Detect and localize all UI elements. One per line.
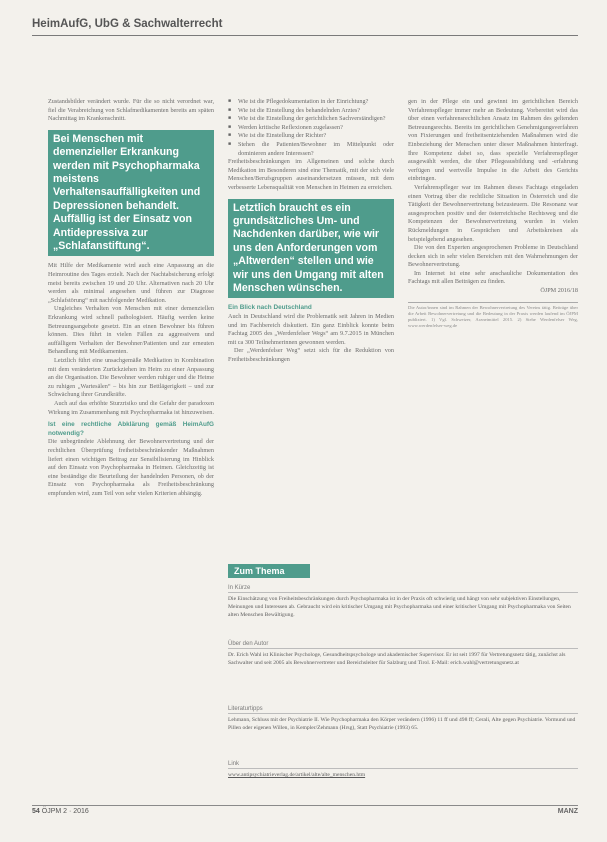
header-title: HeimAufG, UbG & Sachwalterrecht (32, 18, 223, 30)
page-footer (32, 805, 578, 815)
signature: ÖJPM 2016/18 (540, 287, 578, 295)
box-label: Link (228, 760, 578, 769)
paragraph: Die von den Experten angesprochenen Probleme in Deutschland decken sich in sehr vielen Bereichen mit den Wahrnehmungen der Bewohnervertretung. (408, 244, 578, 269)
paragraph: Mit Hilfe der Medikamente wird auch eine Anpassung an die Heimroutine des Tages erzielt. Nach der Nachtabsicherung erfolgt meist bereits zwischen 19 und 20 Uhr. Alternativen nach 20 Uhr werden als minimal angesehen und führen zur Diagnose „Schlafstörung“ mit nachfolgender Medikation. (48, 262, 214, 304)
pull-quote: Letztlich braucht es ein grundsätzliches Um- und Nachdenken darüber, wie wir uns den Anforderungen vom „Altwerden“ stellen und wie wir uns den Umgang mit alten Menschen wünschen. (228, 199, 394, 299)
bullet-item: ■ Wie ist die Einstellung der Richter? (228, 132, 394, 141)
paragraph: Auch auf das erhöhte Sturzrisiko und die Gefahr der paradoxen Wirkung im Zusammenhang mit Psychopharmaka ist hinzuweisen. (48, 399, 214, 416)
paragraph: Verfahrenspfleger war im Rahmen dieses Fachtags eingeladen einen Vortrag über die rechtliche Situation in Österreich und die Tätigkeit der Bewohnervertretung beizusteuern. Die Resonanz war ausgesprochen positiv und der österreichische Rechtsweg und die Kompetenzen der Bewohnervertretung wurden in vielen Rückmeldungen in Gesprächen und Arbeitskreisen als beispielgebend angesehen. (408, 183, 578, 243)
subheading: Ein Blick nach Deutschland (228, 304, 312, 312)
paragraph: gen in der Pflege ein und gewinnt im gerichtlichen Bereich Verfahrenspfleger immer mehr an Bedeutung. Vorbereitet wird das über einen verfahrensrechtlichen Ansatz im Rahmen des geltenden Betreuungsrechts. Bereits im gerichtlichen Genehmigungsverfahren von Fixierungen und freiheitsentziehenden Maßnahmen wird die Einbeziehung der Menschen unter dieser Maßnahmen hinterfragt. Ihre Kompetenz dabei so, dass spezielle Verfahrenspfleger ausgewählt werden, die über Pflegeausbildung und -erfahrung verfügen und wertvolle Impulse in die Arbeit des Gerichts einbringen. (408, 98, 578, 183)
publisher-logo: MANZ (557, 808, 578, 815)
bullet-item: ■ Werden kritische Reflexionen zugelassen? (228, 124, 394, 133)
paragraph: Der „Werdenfelser Weg“ setzt sich für die Reduktion von Freiheitsbeschränkungen (228, 347, 394, 363)
paragraph: Ungleiches Verhalten von Menschen mit einer demenziellen Erkrankung wird schnell pathologisiert. Häufig werden keine Betreuungsangebote gesetzt. Ein an einen Bewohner bis führen können. Dies führt in vielen Fällen zu aggressivem und auffälligem Verhalten der Bewohner/Patienten und zur erneuten Behandlung mit Medikamenten. (48, 305, 214, 356)
paragraph: Die unbegründete Ablehnung der Bewohnervertretung und der rechtlichen Überprüfung freiheitsbeschränkender Maßnahmen liefert einen wichtigen Beitrag zur Sensibilisierung im Hinblick auf den Einsatz von Psychopharmaka in Heimen. Gleichzeitig ist eine beständige die Beurteilung der handelnden Personen, ob der Einsatz von Psychopharmaka als Freiheitsbeschränkung empfunden wird, zum Teil von sehr vielen Kriterien abhängig. (48, 438, 214, 497)
bullet-item: ■ Wie ist die Einstellung der gerichtlichen Sachverständigen? (228, 115, 394, 124)
box-link (228, 760, 578, 779)
paragraph: Zustandsbilder verändert wurde. Für die so nicht verordnet war, fiel die Verabreichung von Schlafmedikamenten bereits am späten Nachmittag im Krankenschnitt. (48, 98, 214, 123)
box-text: Dr. Erich Wahl ist Klinischer Psychologe, Gesundheitspsychologe und akademischer Supervisor. Er ist seit 1997 für Vertretungsnetz tätig, zunächst als Sachwalter und seit 2005 als Bewohnervertreter und Bereichsleiter für Salzburg und Tirol. E-Mail: erich.wahl@vertretungsnetz.at (228, 652, 566, 666)
journal-issue: ÖJPM 2 · 2016 (41, 808, 89, 815)
column-1 (48, 98, 214, 498)
box-text: Die Einschätzung von Freiheitsbeschränkungen durch Psychopharmaka ist in der Praxis oft schwierig und hängt von sehr subjektiven Einstellungen, Meinungen und Interessen ab. Gebraucht wird ein kritischer Umgang mit Psychopharmaka und einer kritischer Umgang mit Psychopharmaka von Seiten alten Menschen Bewältigung. (228, 596, 571, 618)
paragraph: Letztlich führt eine unsachgemäße Medikation in Kombination mit dem veränderten Zurückziehen im Heim zu einer Anpassung an die Organisation. Die Bewohner werden ruhiger und die Heime zu ruhigen „Wartesälen“ – bis hin zur Bettlägerigkeit – und zur Schwächung ihrer Grundkräfte. (48, 356, 214, 399)
column-2 (228, 98, 394, 365)
link[interactable]: www.antipsychiatrieverlag.de/artikel/alte/alte_menschen.htm (228, 772, 366, 778)
bullet-item: ■ Stehen die Patienten/Bewohner im Mittelpunkt oder dominieren andere Interessen? (228, 141, 394, 158)
paragraph: Auch in Deutschland wird die Problematik seit Jahren in Medien und im Fachbereich diskutiert. Ein ganz Einblick konnte beim Fachtag 2005 des „Werdenfelser Wegs“ am 9.7.2015 in München mit ca 300 Teilnehmerinnen gewonnen werden. (228, 312, 394, 346)
zum-thema-section (228, 564, 578, 578)
box-label: Über den Autor (228, 640, 578, 649)
pull-quote: Bei Menschen mit demenzieller Erkrankung werden mit Psychopharmaka meistens Verhaltensauffälligkeiten und Depressionen behandelt. Auffällig ist der Einsatz von Antidepressiva zur „Schlafanstiftung“. (48, 130, 214, 257)
footnote: Die Autor/innen sind im Rahmen der Bewohnervertretung des Vereins tätig. Beiträge über die Arbeit Bewohnervertretung und die Bedeutung in der Praxis werden laufend im ÖJPM publiziert. 1) Vgl. Schweizer, Arzneimittel 2015. 2) Siehe Werdenfelser Weg, www.werdenfelser-weg.de (408, 302, 578, 329)
box-ueber-den-autor (228, 640, 578, 667)
paragraph: Im Internet ist eine sehr anschauliche Dokumentation des Fachtags mit allen Beiträgen zu finden. (408, 269, 578, 286)
section-title: Zum Thema (228, 564, 310, 578)
column-3 (408, 98, 578, 329)
page-number: 54 (32, 808, 40, 815)
subheading: Ist eine rechtliche Abklärung gemäß HeimAufG notwendig? (48, 421, 214, 437)
box-literaturtipps (228, 705, 578, 732)
running-header (32, 14, 578, 36)
box-label: Literaturtipps (228, 705, 578, 714)
box-in-kuerze (228, 584, 578, 619)
paragraph: Freiheitsbeschränkungen im Allgemeinen und solche durch Medikation im Besonderen sind eine Thematik, mit der sich viele Menschen/Berufsgruppen auseinandersetzen müssen, mit dem verbesserte Lebensqualität von Menschen in Heimen zu erreichen. (228, 158, 394, 191)
bullet-item: ■ Wie ist die Pflegedokumentation in der Einrichtung? (228, 98, 394, 107)
box-label: In Kürze (228, 584, 578, 593)
bullet-item: ■ Wie ist die Einstellung des behandelnden Arztes? (228, 107, 394, 116)
box-text: Lehmann, Schluss mit der Psychiatrie II. Wie Psychopharmaka den Körper verändern (1996) 11 ff und 498 ff; Cerali, Alte gegen Psychiatrie. Vormund und Pillen oder eigenen Willen, in Kempler/Zehmann (Hrsg), Statt Psychiatrie (1993) 65. (228, 717, 576, 731)
